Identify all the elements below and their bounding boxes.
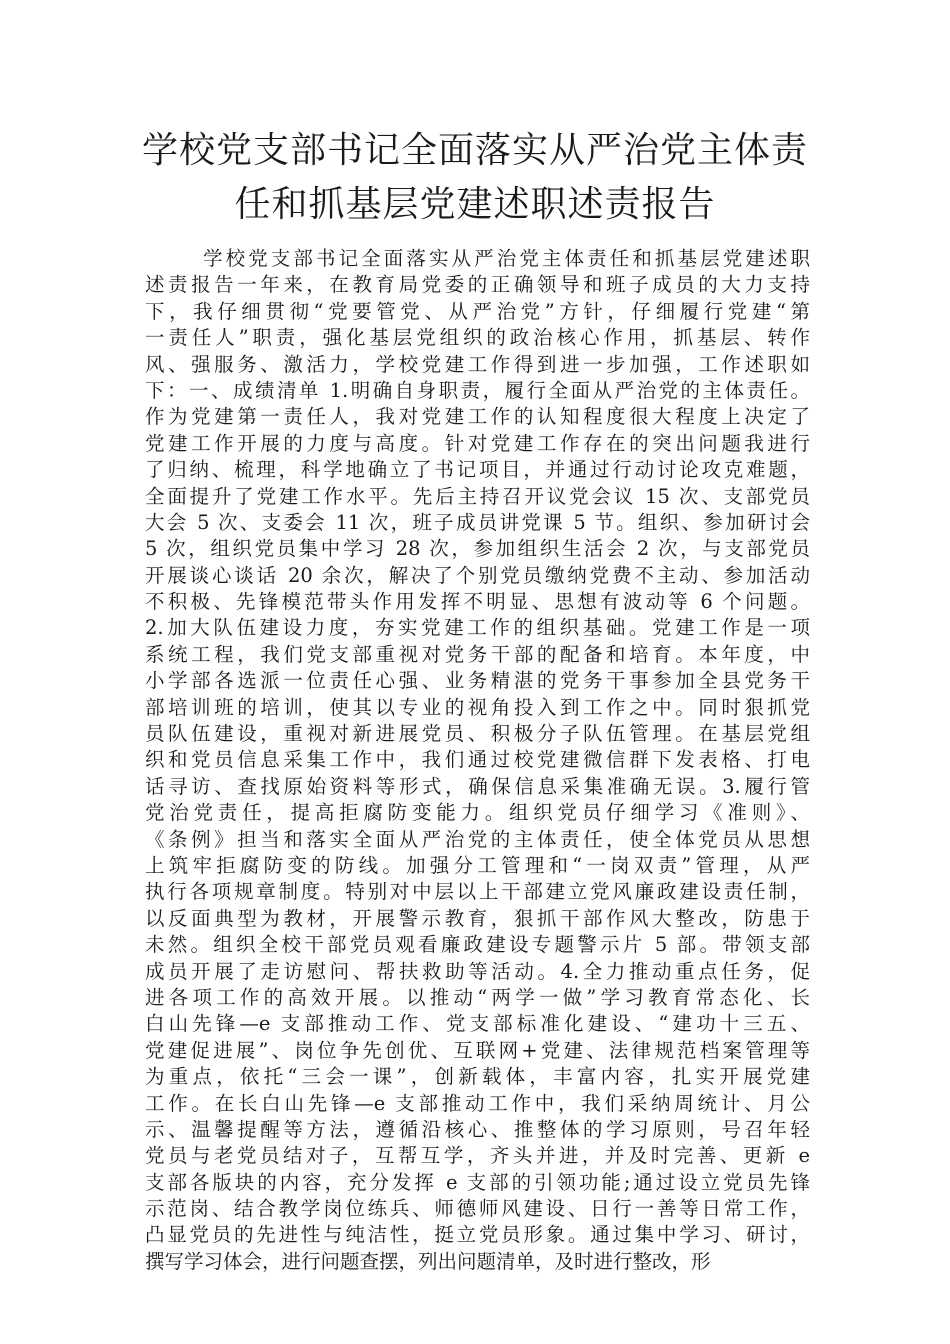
body-line: 上筑牢拒腐防变的防线。加强分工管理和“一岗双责”管理，从严 <box>145 853 810 877</box>
body-line: 学校党支部书记全面落实从严治党主体责任和抓基层党建述职 <box>203 247 810 270</box>
body-line: 支部各版块的内容，充分发挥 e 支部的引领功能;通过设立党员先锋 <box>145 1170 810 1194</box>
body-line: 2.加大队伍建设力度，夯实党建工作的组织基础。党建工作是一项 <box>145 616 810 640</box>
body-line: 未然。组织全校干部党员观看廉政建设专题警示片 5 部。带领支部 <box>145 933 810 957</box>
body-line: 为重点，依托“三会一课”，创新载体，丰富内容，扎实开展党建 <box>145 1065 810 1089</box>
body-line: 撰写学习体会，进行问题查摆，列出问题清单，及时进行整改，形 <box>145 1249 711 1273</box>
document-body <box>145 246 810 1275</box>
body-line: 党建促进展”、岗位争先创优、互联网+党建、法律规范档案管理等 <box>145 1038 810 1062</box>
body-line: 风、强服务、激活力，学校党建工作得到进一步加强，工作述职如 <box>145 352 810 376</box>
body-line: 以反面典型为教材，开展警示教育，狠抓干部作风大整改，防患于 <box>145 906 810 930</box>
body-line: 成员开展了走访慰问、帮扶救助等活动。4.全力推动重点任务，促 <box>145 959 810 983</box>
body-line: 一责任人”职责，强化基层党组织的政治核心作用，抓基层、转作 <box>145 326 810 350</box>
body-line: 白山先锋—e 支部推动工作、党支部标准化建设、“建功十三五、 <box>145 1012 810 1036</box>
body-line: 下：一、成绩清单 1.明确自身职责，履行全面从严治党的主体责任。 <box>145 378 810 402</box>
body-line: 党建工作开展的力度与高度。针对党建工作存在的突出问题我进行 <box>145 431 810 455</box>
body-line: 作为党建第一责任人，我对党建工作的认知程度很大程度上决定了 <box>145 405 810 429</box>
body-line: 执行各项规章制度。特别对中层以上干部建立党风廉政建设责任制， <box>145 880 810 904</box>
body-line: 大会 5 次、支委会 11 次，班子成员讲党课 5 节。组织、参加研讨会 <box>145 510 810 534</box>
body-line: 不积极、先锋模范带头作用发挥不明显、思想有波动等 6 个问题。 <box>145 590 810 614</box>
body-line: 进各项工作的高效开展。以推动“两学一做”学习教育常态化、长 <box>145 985 810 1009</box>
body-line: 党治党责任，提高拒腐防变能力。组织党员仔细学习《准则》、 <box>145 801 810 825</box>
title-line: 任和抓基层党建述职述责报告 <box>234 184 716 225</box>
body-line: 下，我仔细贯彻“党要管党、从严治党”方针，仔细履行党建“第 <box>145 299 810 323</box>
body-line: 全面提升了党建工作水平。先后主持召开议党会议 15 次、支部党员 <box>145 484 810 508</box>
body-line: 织和党员信息采集工作中，我们通过校党建微信群下发表格、打电 <box>145 748 810 772</box>
body-line: 述责报告一年来，在教育局党委的正确领导和班子成员的大力支持 <box>145 273 810 297</box>
title-line: 学校党支部书记全面落实从严治党主体责 <box>141 130 808 171</box>
body-line: 凸显党员的先进性与纯洁性，挺立党员形象。通过集中学习、研讨， <box>145 1223 810 1247</box>
body-line: 示、温馨提醒等方法，遵循沿核心、推整体的学习原则，号召年轻 <box>145 1117 810 1141</box>
body-line: 工作。在长白山先锋—e 支部推动工作中，我们采纳周统计、月公 <box>145 1091 810 1115</box>
body-line: 了归纳、梳理，科学地确立了书记项目，并通过行动讨论攻克难题， <box>145 458 810 482</box>
body-line: 《条例》担当和落实全面从严治党的主体责任，使全体党员从思想 <box>145 827 810 851</box>
body-line: 员队伍建设，重视对新进展党员、积极分子队伍管理。在基层党组 <box>145 722 810 746</box>
body-line: 示范岗、结合教学岗位练兵、师德师风建设、日行一善等日常工作， <box>145 1197 810 1221</box>
body-line: 党员与老党员结对子，互帮互学，齐头并进，并及时完善、更新 e <box>145 1144 810 1168</box>
body-line: 5 次，组织党员集中学习 28 次，参加组织生活会 2 次，与支部党员 <box>145 537 810 561</box>
body-line: 系统工程，我们党支部重视对党务干部的配备和培育。本年度，中 <box>145 642 810 666</box>
body-line: 部培训班的培训，使其以专业的视角投入到工作之中。同时狠抓党 <box>145 695 810 719</box>
body-line: 话寻访、查找原始资料等形式，确保信息采集准确无误。3.履行管 <box>145 774 810 798</box>
body-line: 小学部各选派一位责任心强、业务精湛的党务干事参加全县党务干 <box>145 669 810 693</box>
body-line: 开展谈心谈话 20 余次，解决了个别党员缴纳党费不主动、参加活动 <box>145 563 810 587</box>
document-title <box>100 124 850 232</box>
